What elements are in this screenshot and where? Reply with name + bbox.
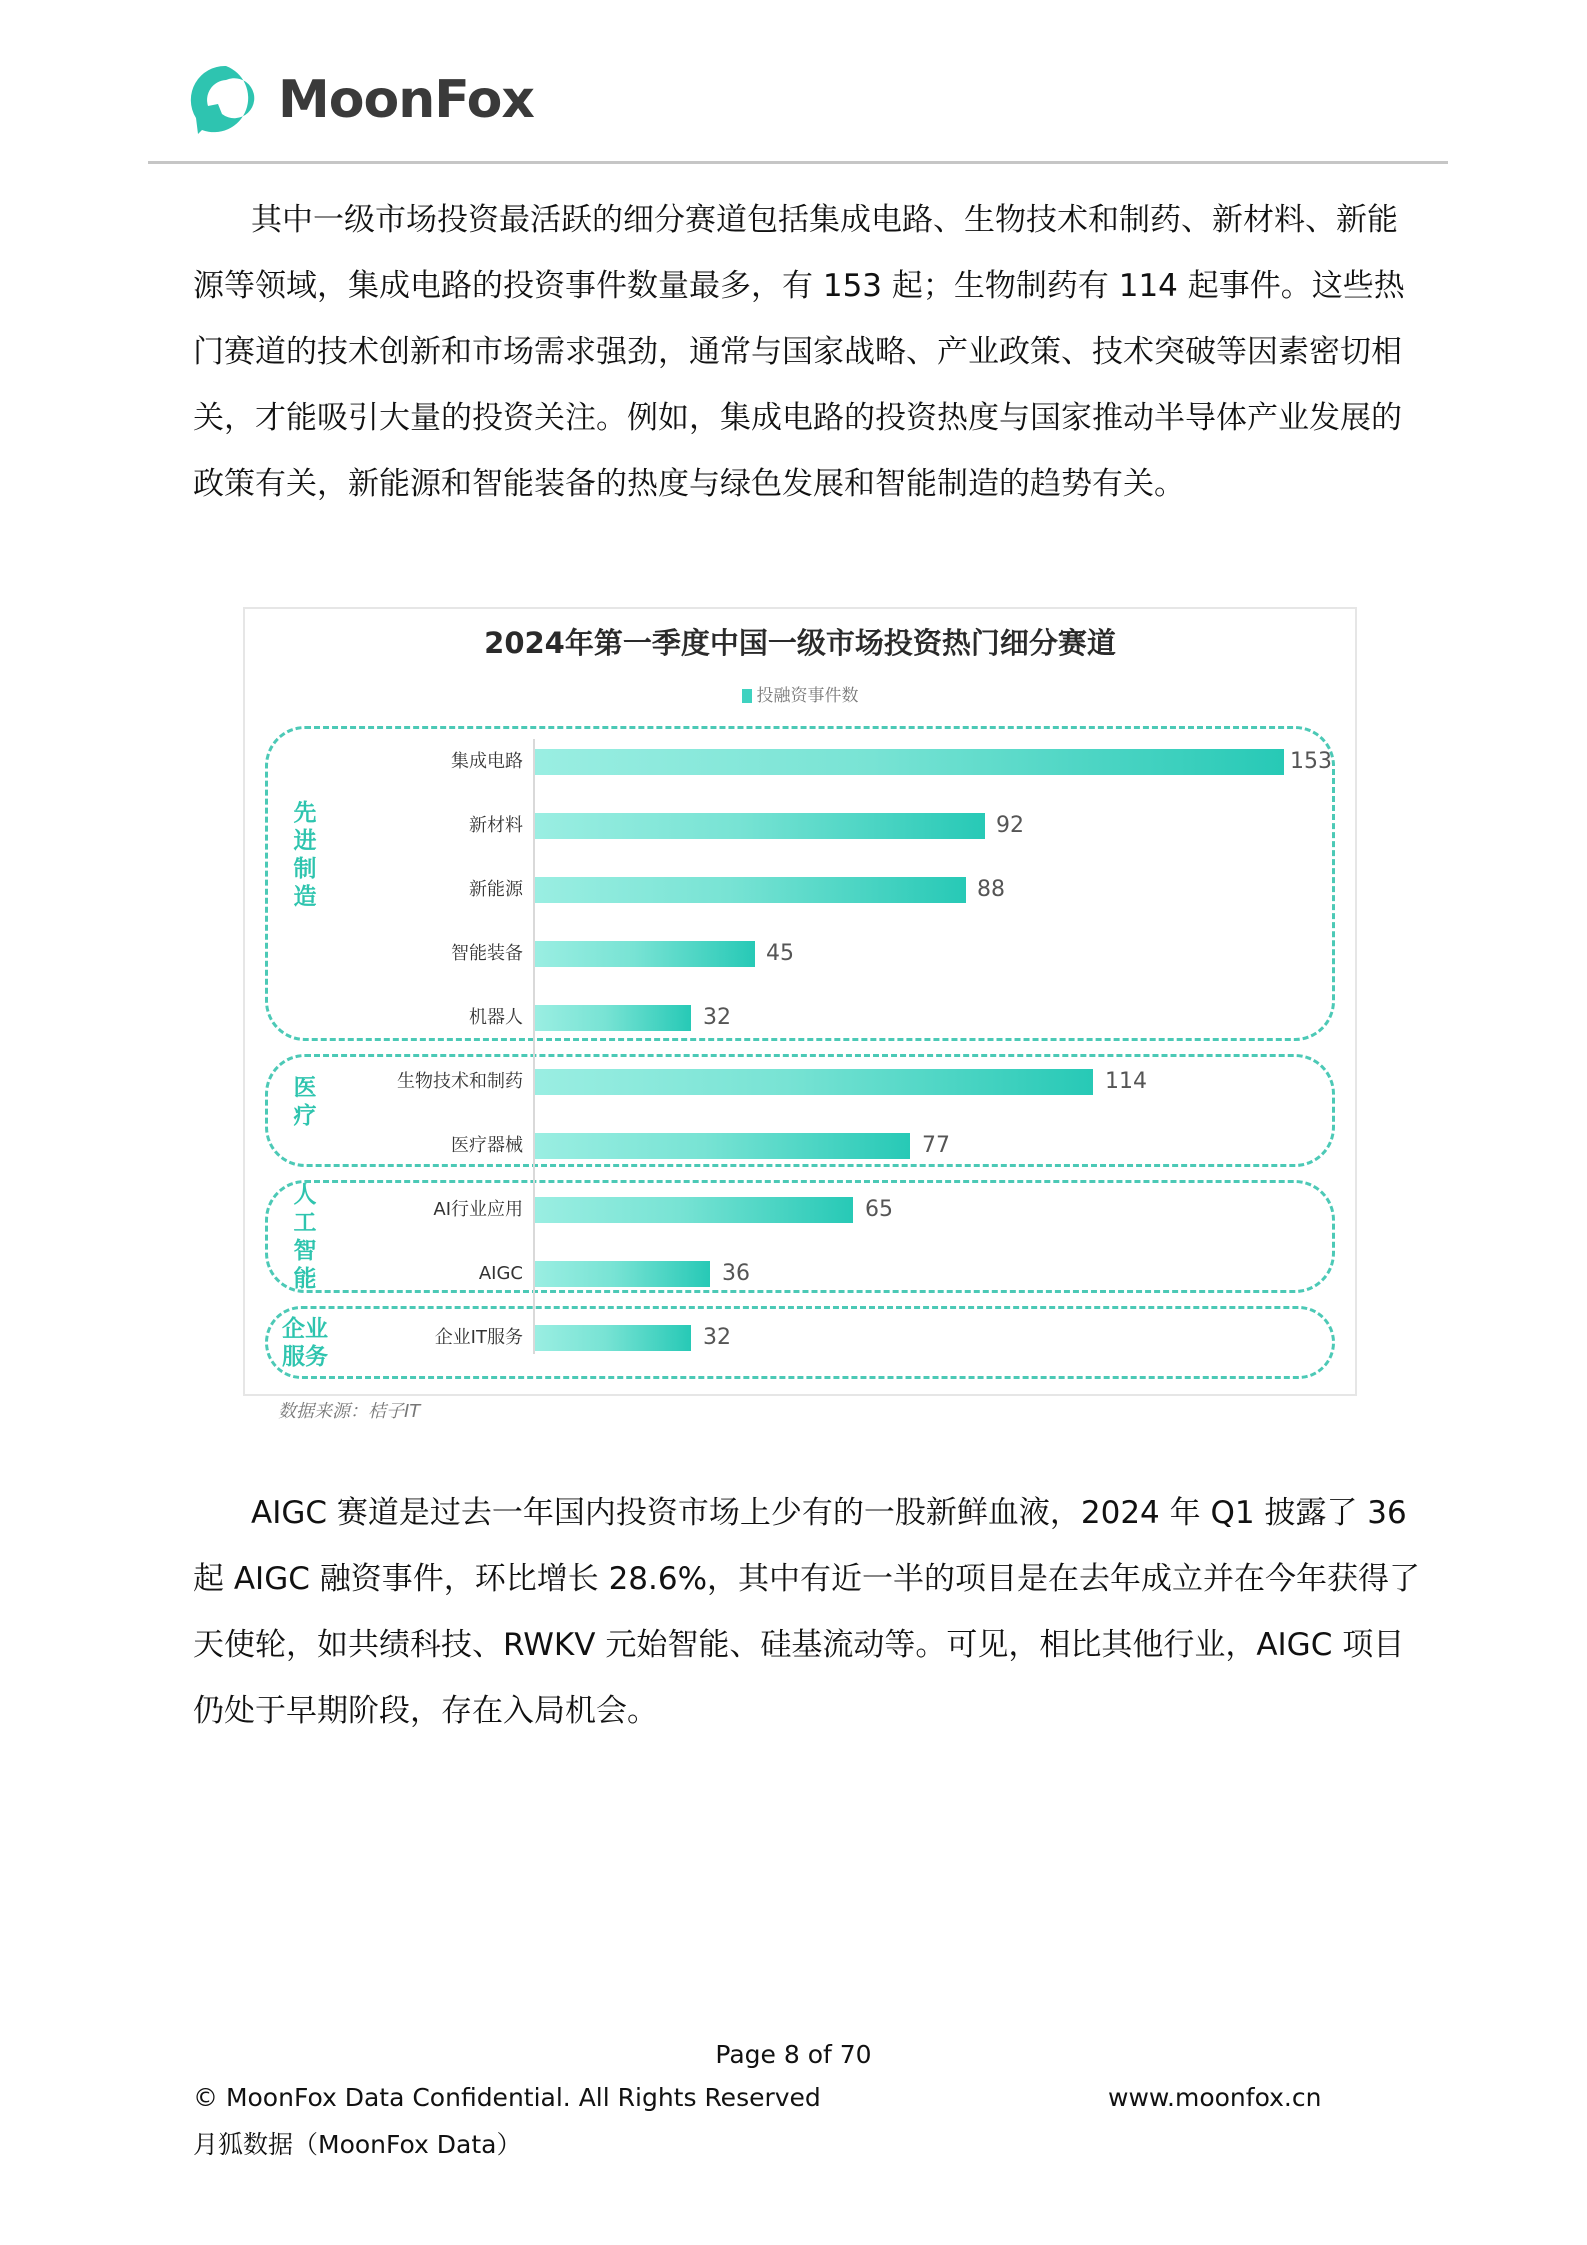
bar-row xyxy=(245,1133,1355,1159)
bar-value: 92 xyxy=(996,813,1024,838)
bar-row xyxy=(245,1005,1355,1031)
paragraph-2 xyxy=(193,1480,1423,1744)
bar-value: 114 xyxy=(1105,1069,1147,1094)
bar-row xyxy=(245,1197,1355,1223)
page-header xyxy=(0,0,1587,165)
bar-value: 36 xyxy=(722,1261,750,1286)
bar xyxy=(535,749,1284,775)
bar-row xyxy=(245,1069,1355,1095)
footer-copyright: © MoonFox Data Confidential. All Rights Reserved xyxy=(193,2083,821,2112)
bar-row xyxy=(245,1261,1355,1287)
moonfox-logo-icon xyxy=(188,62,264,138)
legend-label: 投融资事件数 xyxy=(756,686,859,706)
bar-chart xyxy=(243,607,1357,1396)
bar-value: 32 xyxy=(703,1005,731,1030)
bar-label: 智能装备 xyxy=(451,943,523,964)
paragraph-2-text: AIGC 赛道是过去一年国内投资市场上少有的一股新鲜血液，2024 年 Q1 披露了 36 起 AIGC 融资事件，环比增长 28.6%，其中有近一半的项目是在去年成立并在今年获得了天使轮，如共绩科技、RWKV 元始智能、硅基流动等。可见，相比其他行业，AIGC 项目仍处于早期阶段，存在入局机会。 xyxy=(193,1495,1421,1729)
chart-title: 2024年第一季度中国一级市场投资热门细分赛道 xyxy=(484,626,1116,660)
page-number: Page 8 of 70 xyxy=(715,2040,872,2069)
bar-value: 65 xyxy=(865,1197,893,1222)
group-label-ai: 人工智能 xyxy=(293,1182,317,1292)
bar-value: 45 xyxy=(766,941,794,966)
bar xyxy=(535,1133,910,1159)
bar xyxy=(535,1261,710,1287)
legend-swatch-icon xyxy=(742,689,752,703)
bar-value: 32 xyxy=(703,1325,731,1350)
bar-row xyxy=(245,877,1355,903)
bar-label: 新材料 xyxy=(469,815,523,836)
group-label-advanced-manufacturing: 先进制造 xyxy=(293,800,317,910)
footer-url-link[interactable]: www.moonfox.cn xyxy=(1108,2083,1322,2112)
bar-value: 77 xyxy=(922,1133,950,1158)
bar-row xyxy=(245,749,1355,775)
group-label-medical: 医疗 xyxy=(293,1075,317,1129)
bar-label: 集成电路 xyxy=(451,751,523,772)
paragraph-1-text: 其中一级市场投资最活跃的细分赛道包括集成电路、生物技术和制药、新材料、新能源等领域，集成电路的投资事件数量最多，有 153 起；生物制药有 114 起事件。这些热门赛道的技术创新和市场需求强劲，通常与国家战略、产业政策、技术突破等因素密切相关，才能吸引大量的投资关注。例如，集成电路的投资热度与国家推动半导体产业发展的政策有关，新能源和智能装备的热度与绿色发展和智能制造的趋势有关。 xyxy=(193,202,1405,502)
chart-source: 数据来源：桔子IT xyxy=(278,1401,421,1422)
bar xyxy=(535,941,755,967)
bar xyxy=(535,1005,691,1031)
bar xyxy=(535,1325,691,1351)
bar-row xyxy=(245,813,1355,839)
moonfox-logo xyxy=(188,62,534,138)
bar xyxy=(535,877,966,903)
bar xyxy=(535,813,985,839)
bar-label: 机器人 xyxy=(469,1007,523,1028)
paragraph-1 xyxy=(193,187,1423,517)
bar-label: 医疗器械 xyxy=(451,1135,523,1156)
chart-legend xyxy=(245,681,1355,706)
bar-row xyxy=(245,1325,1355,1351)
bar xyxy=(535,1197,853,1223)
logo-text: MoonFox xyxy=(278,70,534,130)
bar-label: 生物技术和制药 xyxy=(397,1071,523,1092)
bar-label: AI行业应用 xyxy=(433,1199,523,1220)
bar-row xyxy=(245,941,1355,967)
bar-label: AIGC xyxy=(478,1263,523,1284)
bar-label: 新能源 xyxy=(469,879,523,900)
footer-company: 月狐数据（MoonFox Data） xyxy=(193,2130,522,2159)
header-divider xyxy=(148,161,1448,164)
bar-label: 企业IT服务 xyxy=(434,1327,523,1348)
group-label-enterprise-services: 企业服务 xyxy=(282,1316,328,1370)
bar xyxy=(535,1069,1093,1095)
bar-value: 88 xyxy=(977,877,1005,902)
bar-value: 153 xyxy=(1290,749,1332,774)
